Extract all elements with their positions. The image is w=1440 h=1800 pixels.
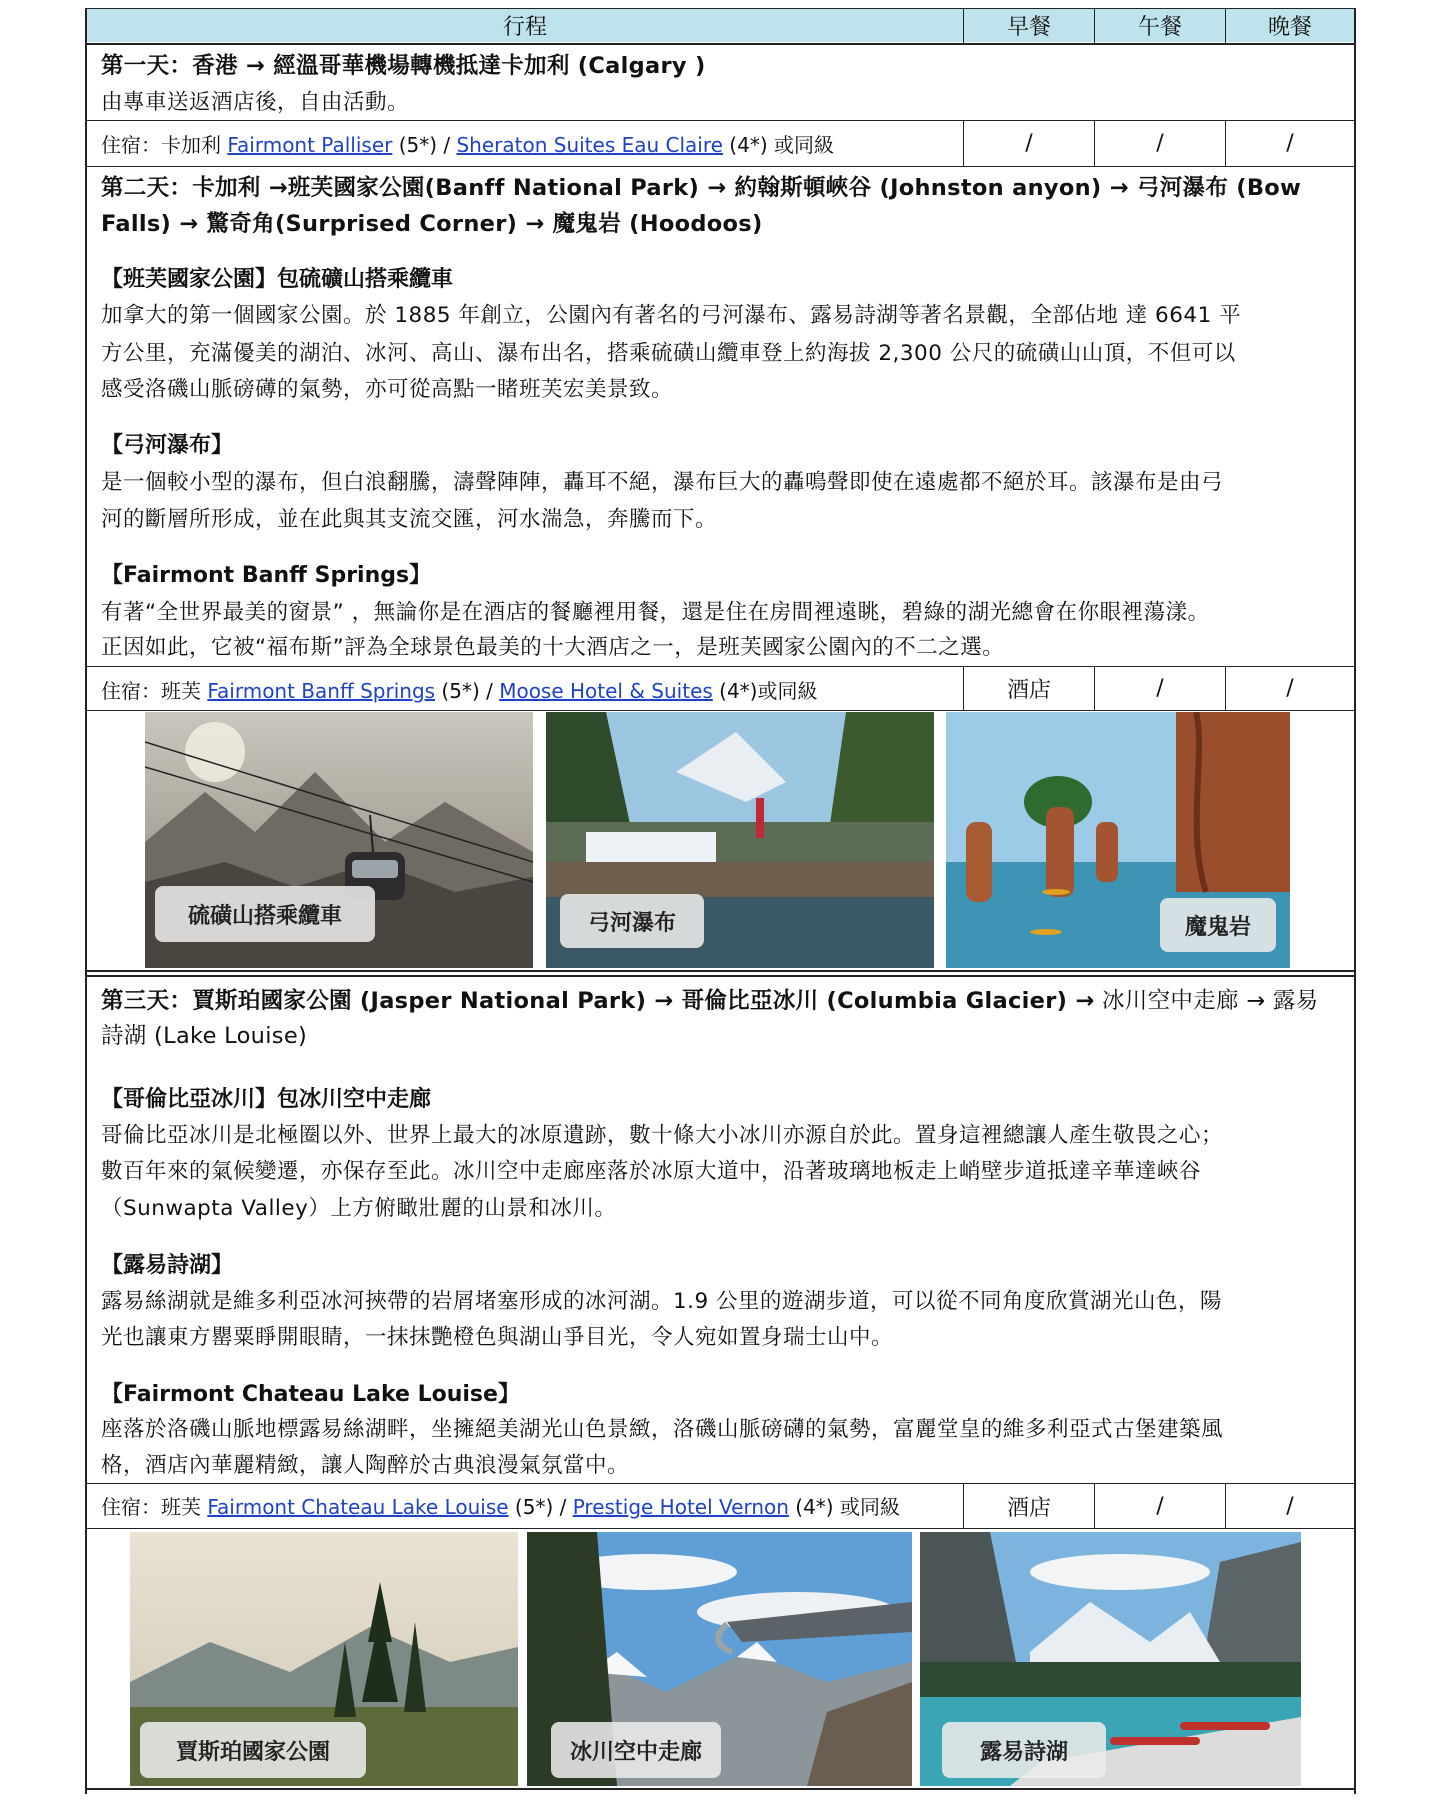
hotel-link-fairmont-banff-springs[interactable]: Fairmont Banff Springs: [207, 679, 436, 703]
photo-sulphur-mountain-gondola: [145, 712, 533, 968]
hotel-link-moose-hotel[interactable]: Moose Hotel & Suites: [499, 679, 713, 703]
day2-meal-lunch: /: [1156, 676, 1164, 701]
day2-meal-breakfast: 酒店: [1006, 678, 1051, 703]
photo-hoodoos: [946, 712, 1290, 968]
hotel-star: (4*) 或同級: [788, 1495, 900, 1519]
day2-meal-dinner: /: [1286, 676, 1294, 701]
stay-prefix: 住宿：班芙: [101, 679, 208, 703]
photo-caption: 露易詩湖: [942, 1722, 1106, 1778]
day3-section2-line: 光也讓東方罌粟睜開眼睛，一抹抹艷橙色與湖山爭目光，令人宛如置身瑞士山中。: [101, 1325, 894, 1350]
day3-section1-line: （Sunwapta Valley）上方俯瞰壯麗的山景和冰川。: [101, 1196, 617, 1221]
header-breakfast: 早餐: [964, 9, 1094, 42]
stay-prefix: 住宿：卡加利: [101, 133, 228, 157]
day3-meal-dinner: /: [1286, 1493, 1294, 1519]
day3-section1-heading: 【哥倫比亞冰川】包冰川空中走廊: [101, 1087, 432, 1112]
photo-caption: 弓河瀑布: [560, 894, 704, 948]
day3-title-line2: 詩湖 (Lake Louise): [101, 1023, 308, 1049]
day3-section3-heading: 【Fairmont Chateau Lake Louise】: [101, 1382, 520, 1407]
day1-meal-dinner: /: [1286, 131, 1294, 156]
hotel-star: (4*)或同級: [712, 679, 818, 703]
day2-section2-line: 是一個較小型的瀑布，但白浪翻騰，濤聲陣陣，轟耳不絕，瀑布巨大的轟鳴聲即使在遠處都不絕於耳。該瀑布是由弓: [101, 470, 1224, 495]
day2-title-line2: Falls) → 驚奇角(Surprised Corner) → 魔鬼岩 (Hoodoos): [101, 211, 763, 237]
photo-caption: 賈斯珀國家公園: [140, 1722, 366, 1778]
photo-lake-louise: [920, 1532, 1301, 1786]
day2-title-line1: 第二天：卡加利 →班芙國家公園(Banff National Park) → 約翰斯頓峽谷 (Johnston anyon) → 弓河瀑布 (Bow: [101, 175, 1302, 201]
day3-meal-lunch: /: [1156, 1493, 1164, 1519]
day2-section2-line: 河的斷層所形成，並在此與其支流交匯，河水湍急，奔騰而下。: [101, 507, 718, 532]
day1-meal-breakfast: /: [1025, 131, 1033, 156]
day2-section1-heading: 【班芙國家公園】包硫礦山搭乘纜車: [101, 267, 454, 292]
day3-section2-heading: 【露易詩湖】: [101, 1253, 234, 1278]
hotel-link-fairmont-palliser[interactable]: Fairmont Palliser: [227, 133, 393, 157]
day2-section1-line: 感受洛磯山脈磅礡的氣勢，亦可從高點一睹班芙宏美景致。: [101, 377, 674, 402]
day2-accommodation: [101, 673, 817, 709]
hotel-link-prestige-vernon[interactable]: Prestige Hotel Vernon: [572, 1495, 789, 1519]
day3-section2-line: 露易絲湖就是維多利亞冰河挾帶的岩屑堵塞形成的冰河湖。1.9 公里的遊湖步道，可以從不同角度欣賞湖光山色，陽: [101, 1289, 1223, 1314]
day1-description: 由專車送返酒店後，自由活動。: [101, 90, 410, 115]
photo-jasper-national-park: [130, 1532, 518, 1786]
day2-section3-heading: 【Fairmont Banff Springs】: [101, 563, 432, 588]
header-itinerary: 行程: [87, 9, 963, 42]
photo-glacier-skywalk: [527, 1532, 912, 1786]
photo-caption: 魔鬼岩: [1160, 898, 1276, 952]
header-lunch: 午餐: [1095, 9, 1225, 42]
day3-section3-line: 格，酒店內華麗精緻，讓人陶醉於古典浪漫氣氛當中。: [101, 1453, 630, 1478]
day3-title-line1: [101, 983, 1349, 1019]
photo-caption: 冰川空中走廊: [551, 1722, 721, 1778]
day3-section3-line: 座落於洛磯山脈地標露易絲湖畔，坐擁絕美湖光山色景緻，洛磯山脈磅礴的氣勢，富麗堂皇的維多利亞式古堡建築風: [101, 1417, 1224, 1442]
day2-section3-line: 有著“全世界最美的窗景” ，無論你是在酒店的餐廳裡用餐，還是住在房間裡遠眺，碧綠的湖光總會在你眼裡蕩漾。: [101, 600, 1210, 625]
photo-caption: 硫磺山搭乘纜車: [155, 886, 375, 942]
hotel-link-sheraton[interactable]: Sheraton Suites Eau Claire: [456, 133, 723, 157]
day3-accommodation: [101, 1489, 900, 1525]
day2-section1-line: 加拿大的第一個國家公園。於 1885 年創立，公園內有著名的弓河瀑布、露易詩湖等著名景觀，全部佔地 達 6641 平: [101, 303, 1242, 328]
day3-meal-breakfast: 酒店: [1006, 1495, 1051, 1521]
day1-accommodation: [101, 127, 834, 163]
hotel-star: (5*) /: [508, 1495, 573, 1519]
hotel-star: (5*) /: [435, 679, 500, 703]
day2-section2-heading: 【弓河瀑布】: [101, 433, 234, 458]
stay-prefix: 住宿：班芙: [101, 1495, 208, 1519]
day1-meal-lunch: /: [1156, 131, 1164, 156]
day3-section1-line: 數百年來的氣候變遷，亦保存至此。冰川空中走廊座落於冰原大道中，沿著玻璃地板走上峭壁步道抵達辛華達峽谷: [101, 1159, 1202, 1184]
hotel-star: (4*) 或同級: [722, 133, 834, 157]
day2-section1-line: 方公里，充滿優美的湖泊、冰河、高山、瀑布出名，搭乘硫磺山纜車登上約海拔 2,300 公尺的硫磺山山頂，不但可以: [101, 341, 1236, 366]
day3-section1-line: 哥倫比亞冰川是北極圈以外、世界上最大的冰原遺跡，數十條大小冰川亦源自於此。置身這裡總讓人產生敬畏之心；: [101, 1123, 1224, 1148]
day2-section3-line: 正因如此，它被“福布斯”評為全球景色最美的十大酒店之一，是班芙國家公園內的不二之選。: [101, 635, 1005, 660]
photo-bow-falls: [546, 712, 934, 968]
day3-title-bold: 第三天：賈斯珀國家公園 (Jasper National Park) → 哥倫比亞冰川 (Columbia Glacier) →: [101, 988, 1095, 1014]
hotel-link-fairmont-chateau[interactable]: Fairmont Chateau Lake Louise: [207, 1495, 509, 1519]
header-dinner: 晚餐: [1226, 9, 1354, 42]
day3-title-normal: 冰川空中走廊 → 露易: [1094, 988, 1319, 1014]
day1-title: 第一天：香港 → 經溫哥華機場轉機抵達卡加利 (Calgary ): [101, 53, 706, 79]
hotel-star: (5*) /: [392, 133, 457, 157]
